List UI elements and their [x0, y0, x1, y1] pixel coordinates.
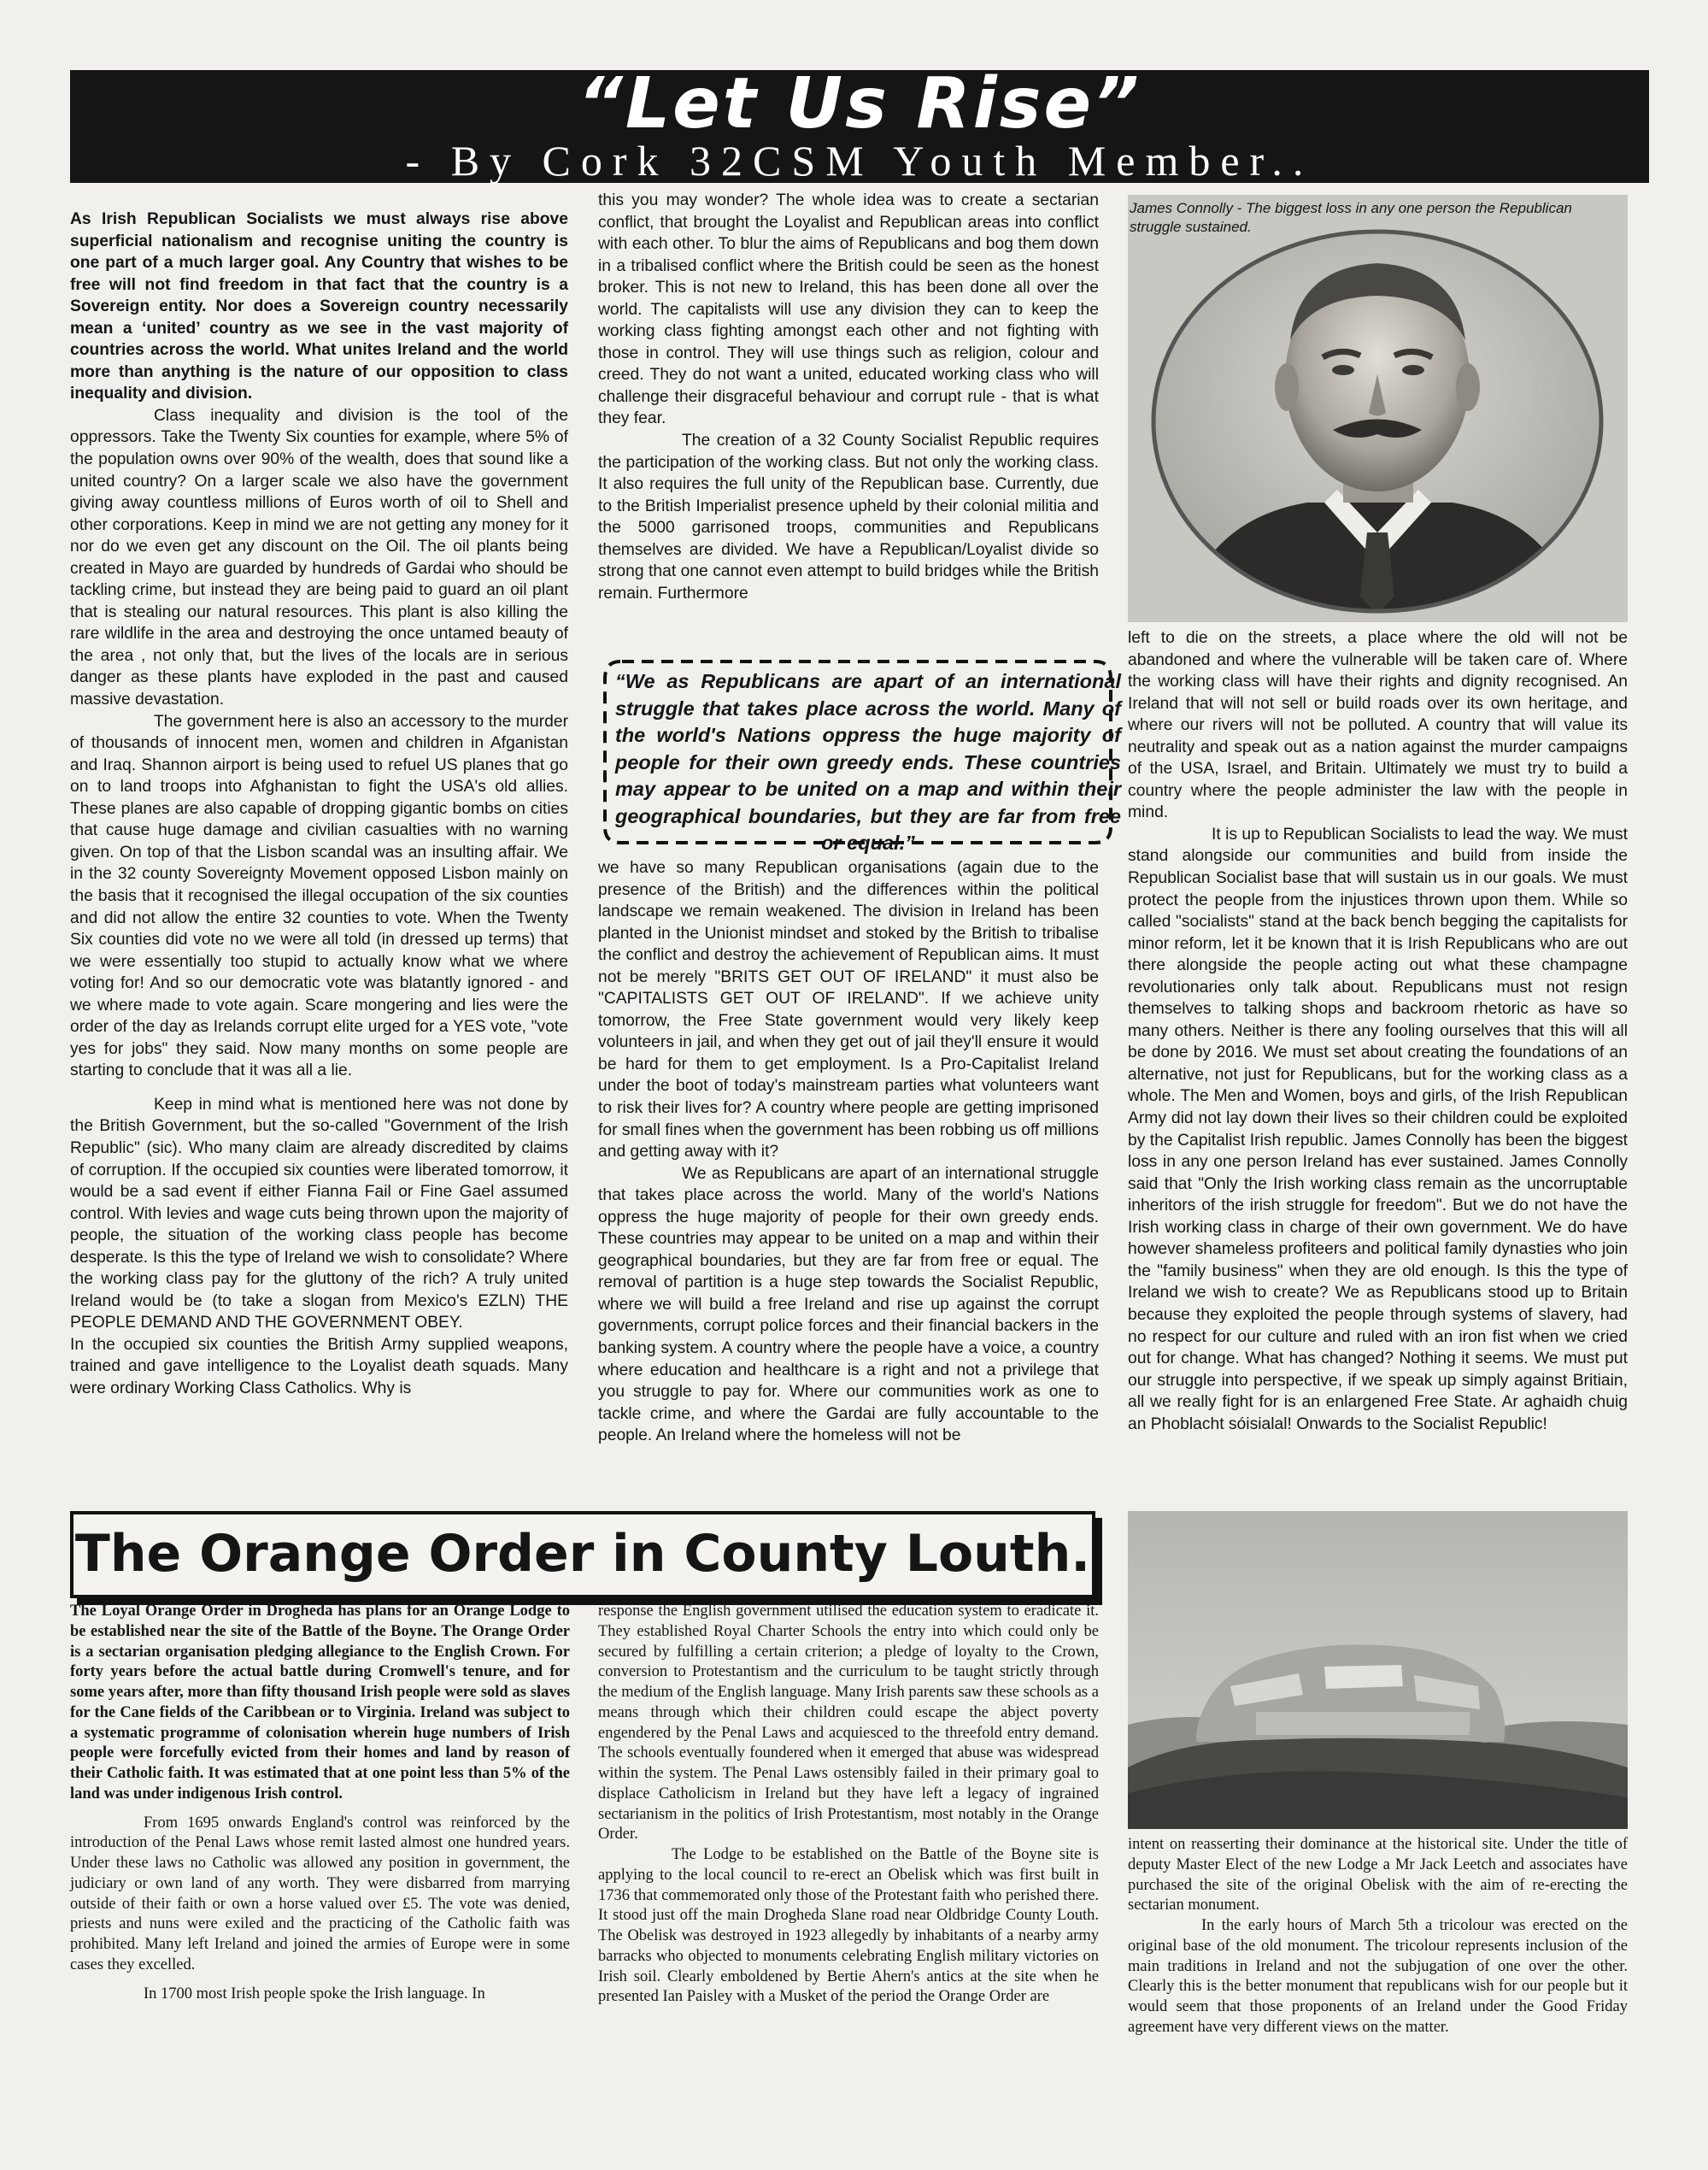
paragraph: In 1700 most Irish people spoke the Irish language. In — [144, 1985, 485, 2002]
lead-paragraph: As Irish Republican Socialists we must always rise above superficial nationalism and recognise uniting the country is one part of a much larger goal. Any Country that wishes to be free will not find freedom in that fact that the country is a Sovereign entity. Nor does a Sovereign country necessarily mean a ‘united’ country as we see in the vast majority of countries across the world. What unites Ireland and the world more than anything is the nature of our opposition to class inequality and division. — [70, 210, 568, 403]
paragraph: response the English government utilised the education system to eradicate it. They established Royal Charter Schools the entry into which could only be secured by fulfilling a certain criterion; a pledge of loyalty to the Crown, conversion to Protestantism and the curriculum to be taught strictly through the medium of the English language. Many Irish parents saw these schools as a means through which their children could escape the abject poverty engendered by the Penal Laws and acquiesced to the threefold entry demand. The schools eventually foundered when it emerged that abuse was widespread within the system. The Penal Laws ostensibly failed in their primary goal to displace Catholicism in Ireland but they have left a legacy of ingrained sectarianism in the politics of Irish Protestantism, most notably in the Orange Order. — [598, 1603, 1099, 1844]
paragraph: Class inequality and division is the tool of the oppressors. Take the Twenty Six counties for example, where 5% of the population owns over 90% of the wealth, does that sound like a united country? On a larger scale we also have the government giving away countless millions of Euros worth of oil to Shell and other corporations. Keep in mind we are not getting any money for it nor do we even get any discount on the Oil. The oil plants being created in Mayo are guarded by hundreds of Gardai who should be tackling crime, but instead they are being paid to guard an oil plant that is stealing our natural resources. This plant is also killing the rare wildlife in the area and destroying the once untamed beauty of the area , not only that, but the lives of the locals are in serious danger as these plants have exploded in the past and caused massive devastation. — [70, 406, 568, 709]
connolly-portrait-photo — [1128, 195, 1628, 622]
article2-column-1 — [70, 1602, 570, 2004]
paragraph: we have so many Republican organisations (again due to the presence of the British) and the differences within the political landscape we remain weakened. The division in Ireland has been planted in the Unionist mindset and stoked by the British to tribalise the conflict and destroy the achievement of Republican aims. It must not be merely "BRITS GET OUT OF IRELAND" it must also be "CAPITALISTS GET OUT OF IRELAND". If we achieve unity tomorrow, the Free State government would very likely keep volunteers in jail, and when they get out of jail they'll ensure it would be hard for them to get employment. Is a Pro-Capitalist Ireland under the boot of today's mainstream parties what volunteers want to risk their lives for? A country where people are getting imprisoned for small fines when the government has been robbing us off millions and getting away with it? — [598, 859, 1099, 1161]
paragraph: We as Republicans are apart of an international struggle that takes place across the world. Many of the world's Nations oppress the huge majority of people for their own greedy ends. These countries may appear to be united on a map and within their geographical boundaries, but they are far from free or equal. The removal of partition is a huge step towards the Socialist Republic, where we will build a free Ireland and rise up against the corrupt governments, corrupt police forces and their financial backers in the banking system. A country where the people have a voice, a country where education and healthcare is a right and not a privilege that you struggle to pay for. Where our communities work as one to tackle crime, and where the Gardai are fully accountable to the people. An Ireland where the homeless will not be — [598, 1164, 1099, 1445]
lead-paragraph: The Loyal Orange Order in Drogheda has plans for an Orange Lodge to be established near the site of the Battle of the Boyne. The Orange Order is a sectarian organisation pledging allegiance to the English Crown. For forty years before the actual battle during Cromwell's tenure, and for some years after, more than fifty thousand Irish people were sold as slaves for the Cane fields of the Caribbean or to Virginia. Ireland was subject to a systematic programme of colonisation wherein huge numbers of Irish people were forcefully evicted from their homes and land by reason of their Catholic faith. It was estimated that at one point less than 5% of the land was under indigenous Irish control. — [70, 1603, 570, 1802]
article-column-3 — [1128, 627, 1628, 1435]
article-column-1 — [70, 209, 568, 1400]
paragraph: The Lodge to be established on the Battle of the Boyne site is applying to the local council to re-erect an Obelisk which was first built in 1736 that commemorated only those of the Protestant faith who perished there. It stood just off the main Drogheda Slane road near Oldbridge County Louth. The Obelisk was destroyed in 1923 allegedly by inhabitants of a nearby army barracks who objected to monuments celebrating English military victories on Irish soil. Clearly emboldened by Bertie Ahern's antics at the site when he presented Ian Paisley with a Musket of the period the Orange Order are — [598, 1846, 1099, 2006]
article2-column-2 — [598, 1602, 1099, 2008]
photo-caption: James Connolly - The biggest loss in any one person the Republican struggle sustained. — [1130, 200, 1572, 235]
paragraph: The government here is also an accessory to the murder of thousands of innocent men, women and children in Afganistan and Iraq. Shannon airport is being used to refuel US planes that go on to land troops into Afghanistan to fight the USA's old allies. These planes are also capable of dropping gigantic bombs on cities that cause huge damage and civilian casualties with no warning given. On top of that the Lisbon scandal was an insulting affair. We in the 32 county Sovereignty Movement opposed Lisbon mainly on the basis that it recognised the illegal occupation of the six counties and did not allow the entire 32 counties to vote. When the Twenty Six counties did vote no we were all told (in dressed up terms) that we were essentially too stupid to actually know what we where voting for! And so our democratic vote was blatantly ignored - and we where made to vote again. Scare mongering and lies were the order of the day as Irelands corrupt elite urged for a YES vote, "vote yes for jobs" they said. Now many months on some people are starting to conclude that it was all a lie. — [70, 712, 568, 1080]
section-title: The Orange Order in County Louth. — [74, 1524, 1091, 1584]
paragraph: From 1695 onwards England's control was reinforced by the introduction of the Penal Laws whose remit lasted almost one hundred years. Under these laws no Catholic was allowed any position in government, the judiciary or own land of any worth. They were disbarred from marrying outside of their faith or own a horse valued over £5. The vote was denied, priests and nuns were exiled and the practicing of the Catholic faith was prohibited. Many left Ireland and joined the armies of Europe were in some cases they excelled. — [70, 1814, 570, 1973]
paragraph: In the early hours of March 5th a tricolour was erected on the original base of the old monument. The tricolour represents inclusion of the main traditions in Ireland and not the subjugation of one over the other. Clearly this is the better monument that republicans wish for our people but it would seem that those proponents of an Ireland under the Good Friday agreement have very different views on the matter. — [1128, 1917, 1628, 2036]
obelisk-ruin-photo — [1128, 1511, 1628, 1829]
article-column-2-bottom — [598, 857, 1099, 1447]
paragraph: In the occupied six counties the British Army supplied weapons, trained and gave intelligence to the Loyalist death squads. Many were ordinary Working Class Catholics. Why is — [70, 1335, 568, 1397]
paragraph: Keep in mind what is mentioned here was not done by the British Government, but the so-called "Government of the Irish Republic" (sic). Who many claim are already discredited by claims of corruption. If the occupied six counties were liberated tomorrow, it would be a sad event if either Fianna Fail or Fine Gael assumed control. With levies and wage cuts being thrown upon the majority of people, the situation of the working class people has become desperate. Is this the type of Ireland we wish to consolidate? Where the working class pay for the gluttony of the rich? A truly united Ireland would be (to take a slogan from Mexico's EZLN) THE PEOPLE DEMAND AND THE GOVERNMENT OBEY. — [70, 1095, 568, 1332]
article-byline: - By Cork 32CSM Youth Member.. — [405, 137, 1314, 185]
paragraph: The creation of a 32 County Socialist Republic requires the participation of the working class. But not only the working class. It also requires the full unity of the Republican base. Currently, due to the British Imperialist presence upheld by their colonial militia and the 5000 garrisoned troops, communities and Republicans themselves are divided. We have a Republican/Loyalist divide so strong that one cannot even attempt to build bridges while the British remain. Furthermore — [598, 432, 1099, 603]
article-title: “Let Us Rise” — [578, 63, 1142, 144]
article-column-2-top — [598, 190, 1099, 604]
pull-quote: “We as Republicans are apart of an international struggle that takes place across the world. Many of the world's Nations oppress the huge majority of people for their own greedy ends. These countries may appear to be united on a map and within their geographical boundaries, but they are far from free or equal.” — [615, 670, 1121, 854]
paragraph: this you may wonder? The whole idea was to create a sectarian conflict, that brought the Loyalist and Republican areas into conflict with each other. To blur the aims of Republicans and bog them down in a tribalised conflict where the British could be seen as the honest broker. This is not new to Ireland, this has been done all over the world. The capitalists will use any division they can to keep the working class fighting amongst each other and not fighting with those in control. They will use things such as religion, colour and creed. They do not want a united, educated working class who will challenge their disgraceful behaviour and corrupt rule - that is what they fear. — [598, 191, 1099, 428]
article2-column-3 — [1128, 1835, 1628, 2038]
paragraph: left to die on the streets, a place where the old will not be abandoned and where the vulnerable will be taken care of. Where the working class will have their rights and dignity recognised. An Ireland that will not sell or build roads over its own heritage, and where our rivers will not be polluted. A country that will value its neutrality and speak out as a nation against the murder campaigns of the USA, Israel, and Britain. Ultimately we must try to build a country where the people administer the law with the people in mind. — [1128, 629, 1628, 822]
paragraph: intent on reasserting their dominance at the historical site. Under the title of deputy Master Elect of the new Lodge a Mr Jack Leetch and associates have purchased the site of the original Obelisk with the aim of re-erecting the sectarian monument. — [1128, 1836, 1628, 1914]
paragraph: It is up to Republican Socialists to lead the way. We must stand alongside our communities and build from inside the Republican Socialist base that will sustain us in our goals. We must protect the people from the injustices thrown upon them. While so called "socialists" stand at the back bench begging the capitalists for minor reform, let it be known that it is Irish Republicans who are out there alongside the people acting out what these champagne revolutionaries only talk about. Republicans must not resign themselves to talking shops and backroom rhetoric as have so many others. Neither is there any fooling ourselves that this will all be done by 2016. We must set about creating the foundations of an alternative, not just for Republicans, but for the working class as a whole. The Men and Women, boys and girls, of the Irish Republican Army did not lay down their lives so their children could be exploited by the Capitalist Irish republic. James Connolly has been the biggest loss in any one person Ireland has ever sustained. James Connolly said that "Only the Irish working class remain as the uncorruptable inheritors of the irish struggle for freedom". But we do not have the Irish working class in charge of their own government. We do have however shameless profiteers and political family dynasties who join the "family business" when they are old enough. Is this the type of Ireland we wish to create? We as Republicans stood up to Britain because they exploited the people through systems of slavery, had no respect for our culture and ruled with an iron fist when we cried out for change. What has changed? Nothing it seems. We must put our struggle into perspective, if we speak up simply against Britiain, all we really fight for is an enlargened Free State. Ar aghaidh chuig an Phoblacht sóisialal! Onwards to the Socialist Republic! — [1128, 825, 1628, 1433]
